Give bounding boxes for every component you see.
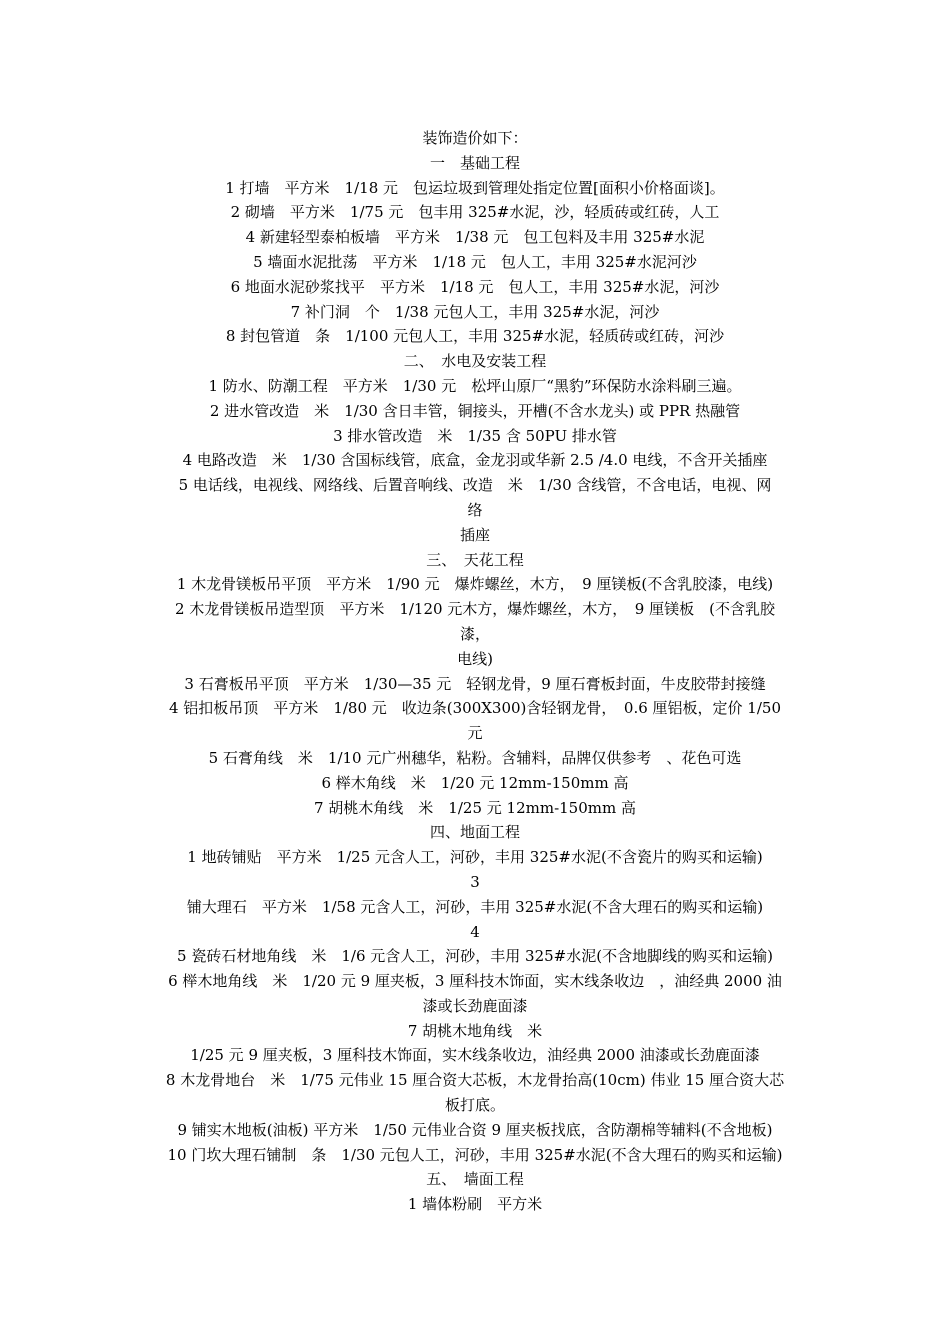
item-number: 4 (470, 922, 480, 941)
price-line: 3 排水管改造 米 1/35 含 50PU 排水管 (333, 426, 617, 445)
price-line: 5 电话线，电视线、网络线、后置音响线、改造 米 1/30 含线管，不含电话，电视、网 (178, 476, 772, 495)
price-line: 4 新建轻型泰柏板墙 平方米 1/38 元 包工包料及丰用 325#水泥 (245, 228, 705, 247)
price-line-continuation: 电线) (457, 649, 493, 668)
price-line: 1 墙体粉刷 平方米 (407, 1195, 543, 1214)
document-page (140, 126, 810, 1217)
section-heading-floor: 四、地面工程 (429, 823, 520, 842)
price-line: 2 木龙骨镁板吊造型顶 平方米 1/120 元木方，爆炸螺丝，木方， 9 厘镁板 (不含乳胶 (175, 600, 775, 619)
price-line: 8 封包管道 条 1/100 元包人工，丰用 325#水泥，轻质砖或红砖，河沙 (225, 327, 725, 346)
section-heading-wall: 五、 墙面工程 (426, 1170, 524, 1189)
section-heading-plumbing-electric: 二、 水电及安装工程 (403, 352, 547, 371)
price-line-continuation: 漆， (459, 624, 490, 643)
price-line: 2 砌墙 平方米 1/75 元 包丰用 325#水泥，沙，轻质砖或红砖，人工 (230, 203, 720, 222)
price-line: 8 木龙骨地台 米 1/75 元伟业 15 厘合资大芯板，木龙骨抬高(10cm) 伟业 15 厘合资大芯 (165, 1071, 785, 1090)
price-line: 5 石膏角线 米 1/10 元广州穗华，粘粉。含辅料，品牌仅供参考 、花色可选 (208, 748, 742, 767)
price-line: 6 地面水泥砂浆找平 平方米 1/18 元 包人工，丰用 325#水泥，河沙 (230, 277, 720, 296)
section-heading-basic: 一 基础工程 (429, 153, 520, 172)
price-line-continuation: 1/25 元 9 厘夹板，3 厘科技木饰面，实木线条收边，油经典 2000 油漆或长劲鹿面漆 (190, 1046, 760, 1065)
section-heading-ceiling: 三、 天花工程 (426, 550, 524, 569)
price-line: 4 铝扣板吊顶 平方米 1/80 元 收边条(300X300)含轻钢龙骨， 0.6 厘铝板，定价 1/50 (169, 699, 781, 718)
price-line: 1 地砖铺贴 平方米 1/25 元含人工，河砂，丰用 325#水泥(不含瓷片的购买和运输) (187, 848, 763, 867)
price-line-continuation: 板打底。 (444, 1096, 505, 1115)
price-line: 6 榉木角线 米 1/20 元 12mm-150mm 高 (321, 773, 629, 792)
price-line-continuation: 络 (467, 500, 483, 519)
price-line: 5 墙面水泥批荡 平方米 1/18 元 包人工，丰用 325#水泥河沙 (253, 252, 697, 271)
price-line: 4 电路改造 米 1/30 含国标线管，底盒，金龙羽或华新 2.5 /4.0 电线，不含开关插座 (182, 451, 768, 470)
item-number: 3 (470, 872, 480, 891)
price-line-continuation: 插座 (459, 525, 490, 544)
price-line: 6 榉木地角线 米 1/20 元 9 厘夹板，3 厘科技木饰面，实木线条收边 ，油经典 2000 油 (168, 972, 782, 991)
price-line: 5 瓷砖石材地角线 米 1/6 元含人工，河砂，丰用 325#水泥(不含地脚线的购买和运输) (177, 947, 773, 966)
price-line: 铺大理石 平方米 1/58 元含人工，河砂，丰用 325#水泥(不含大理石的购买和运输) (186, 897, 764, 916)
price-line-continuation: 漆或长劲鹿面漆 (422, 996, 528, 1015)
price-line: 10 门坎大理石铺制 条 1/30 元包人工，河砂，丰用 325#水泥(不含大理石的购买和运输) (167, 1145, 783, 1164)
price-line: 3 石膏板吊平顶 平方米 1/30—35 元 轻钢龙骨，9 厘石膏板封面，牛皮胶带封接缝 (184, 674, 766, 693)
price-line: 9 铺实木地板(油板) 平方米 1/50 元伟业合资 9 厘夹板找底，含防潮棉等辅料(不含地板) (177, 1120, 773, 1139)
price-line: 1 防水、防潮工程 平方米 1/30 元 松坪山原厂“黑豹”环保防水涂料刷三遍。 (208, 376, 742, 395)
price-line: 1 打墙 平方米 1/18 元 包运垃圾到管理处指定位置[面积小价格面谈]。 (225, 178, 725, 197)
price-line-continuation: 元 (467, 724, 483, 743)
price-line: 1 木龙骨镁板吊平顶 平方米 1/90 元 爆炸螺丝，木方， 9 厘镁板(不含乳胶漆，电线) (176, 575, 774, 594)
price-line: 2 进水管改造 米 1/30 含日丰管，铜接头，开槽(不含水龙头) 或 PPR 热融管 (209, 401, 741, 420)
price-line: 7 补门洞 个 1/38 元包人工，丰用 325#水泥，河沙 (290, 302, 660, 321)
price-line: 7 胡桃木角线 米 1/25 元 12mm-150mm 高 (314, 798, 636, 817)
price-line: 7 胡桃木地角线 米 (407, 1021, 543, 1040)
document-title: 装饰造价如下： (422, 129, 528, 147)
